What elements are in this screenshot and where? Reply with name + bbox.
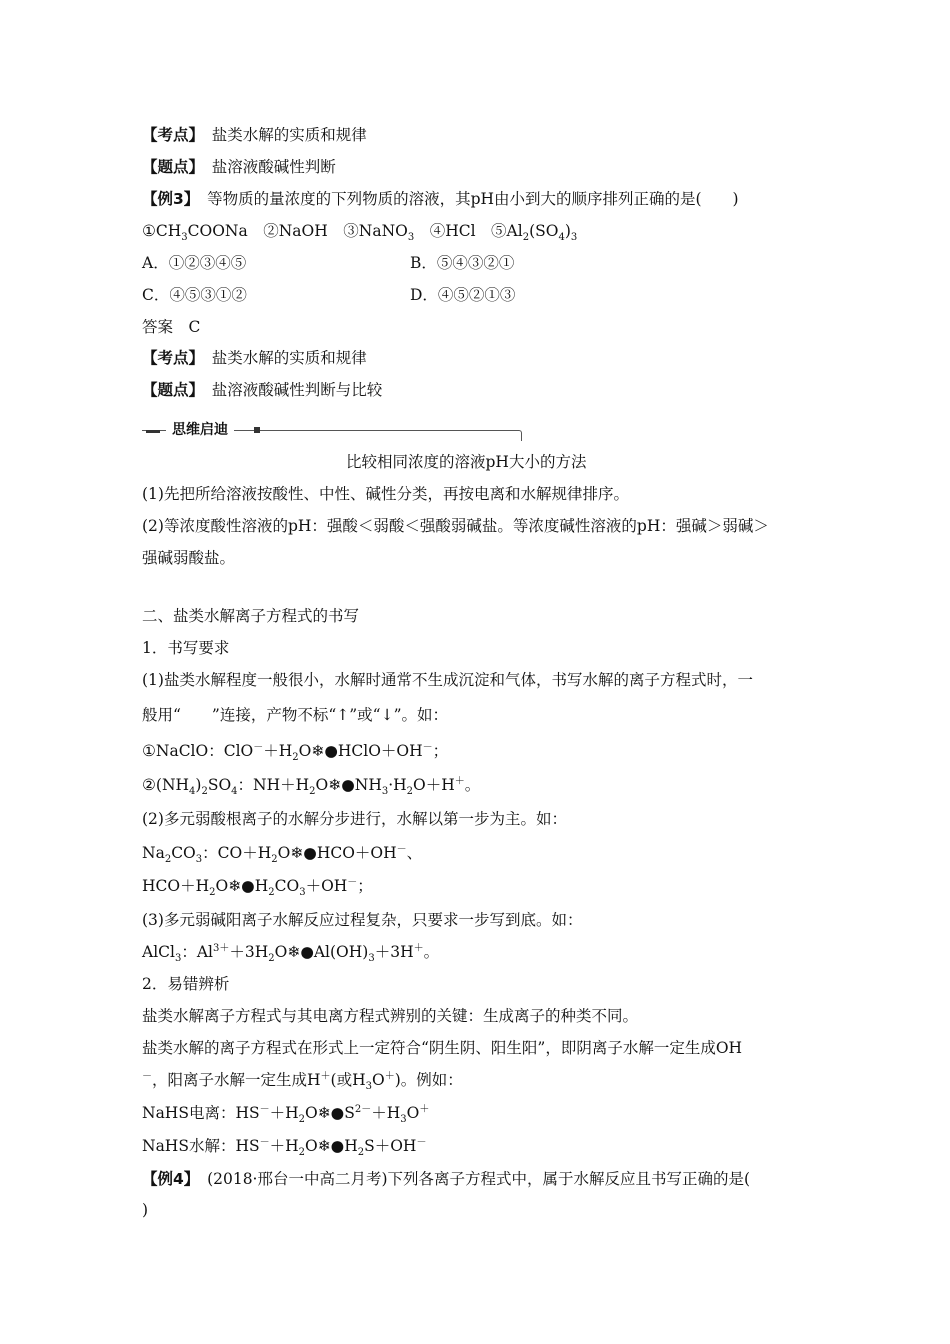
tidian-tag: 【题点】 [142,158,197,176]
example-3-options-cd [142,285,742,305]
thinking-box-header [142,420,522,442]
para-3: (3)多元弱碱阳离子水解反应过程复杂，只要求一步写到底。如： [142,911,583,929]
equation-nahs-ionization: NaHS电离：$HS^-+H_2O❄●S^{2-}+H_3O^+$ [142,1103,430,1126]
tidian-text: 盐溶液酸碱性判断 [211,158,336,176]
option-c: C．④⑤③①② [142,286,247,304]
example-3-question [142,189,739,209]
option-d: D．④⑤②①③ [410,286,516,304]
answer-3: 答案 C [142,318,201,336]
example-3-text: 等物质的量浓度的下列物质的溶液，其pH由小到大的顺序排列正确的是( ) [207,190,739,208]
option-a: A．①②③④⑤ [142,254,247,272]
thinking-label: 思维启迪 [166,420,234,440]
kaodian-tag: 【考点】 [142,126,197,144]
tidian-line-2: 【题点】 盐溶液酸碱性判断与比较 [142,381,383,399]
equation-na2co3: $Na_2CO_3$：$CO+H_2O❄●HCO+OH^-$、 [142,843,423,866]
method-2a: (2)等浓度酸性溶液的pH：强酸＜弱酸＜强酸弱碱盐。等浓度碱性溶液的pH：强碱＞弱碱＞ [142,517,769,535]
example-3-tag: 【例3】 [142,190,192,208]
kaodian-line-2: 【考点】 盐类水解的实质和规律 [142,349,367,367]
tidian-line-1 [142,157,336,177]
subsection-1: 1．书写要求 [142,639,230,657]
para-1b: 般用“ ”连接，产物不标“↑”或“↓”。如： [142,706,449,724]
section-2-heading: 二、盐类水解离子方程式的书写 [142,607,360,625]
example-3-options-ab [142,253,742,273]
example-3-items: $①CH_3COONa$ ②NaOH ③NaNO$_3$ ④HCl $⑤Al_2(SO_4)_3$ [142,222,578,244]
para-1a: (1)盐类水解程度一般很小，水解时通常不生成沉淀和气体，书写水解的离子方程式时，一 [142,671,753,689]
equation-hco3: $HCO+H_2O❄●H_2CO_3+OH^-$； [142,876,373,899]
equation-nh4so4: $②(NH_4)_2SO_4$：$NH+H_2O❄●NH_3\cdot H_2O+H^+$。 [142,775,481,798]
header-square-icon [254,427,260,433]
para-4: 盐类水解离子方程式与其电离方程式辨别的关键：生成离子的种类不同。 [142,1007,639,1025]
method-2b: 强碱弱酸盐。 [142,549,236,567]
method-title: 比较相同浓度的溶液pH大小的方法 [346,453,587,471]
para-5a: 盐类水解的离子方程式在形式上一定符合“阴生阴、阳生阳”，即阴离子水解一定生成OH [142,1039,743,1057]
example-4-tag: 【例4】 [142,1170,192,1188]
kaodian-line-1 [142,125,367,145]
example-4-question [142,1169,750,1189]
subsection-2: 2．易错辨析 [142,975,230,993]
equation-alcl3: AlCl$_3$：$Al^{3+}+3H_2O❄●Al(OH)_3+3H^+$。 [142,942,440,965]
header-dash-icon [146,430,160,433]
para-5b: －，阳离子水解一定生成H＋(或$H_3O^+$)。例如： [142,1070,463,1093]
option-b: B．⑤④③②① [410,254,515,272]
example-4-cont: ) [142,1201,149,1219]
example-4-text: (2018·邢台一中高二月考)下列各离子方程式中，属于水解反应且书写正确的是( [207,1170,751,1188]
equation-nahs-hydrolysis: NaHS水解：$HS^-+H_2O❄●H_2S+OH^-$ [142,1136,427,1159]
kaodian-text: 盐类水解的实质和规律 [211,126,367,144]
equation-naclo: ①NaClO：$ClO^-+H_2O❄●HClO+OH^-$； [142,741,449,764]
para-2: (2)多元弱酸根离子的水解分步进行，水解以第一步为主。如： [142,810,567,828]
method-1: (1)先把所给溶液按酸性、中性、碱性分类，再按电离和水解规律排序。 [142,485,629,503]
